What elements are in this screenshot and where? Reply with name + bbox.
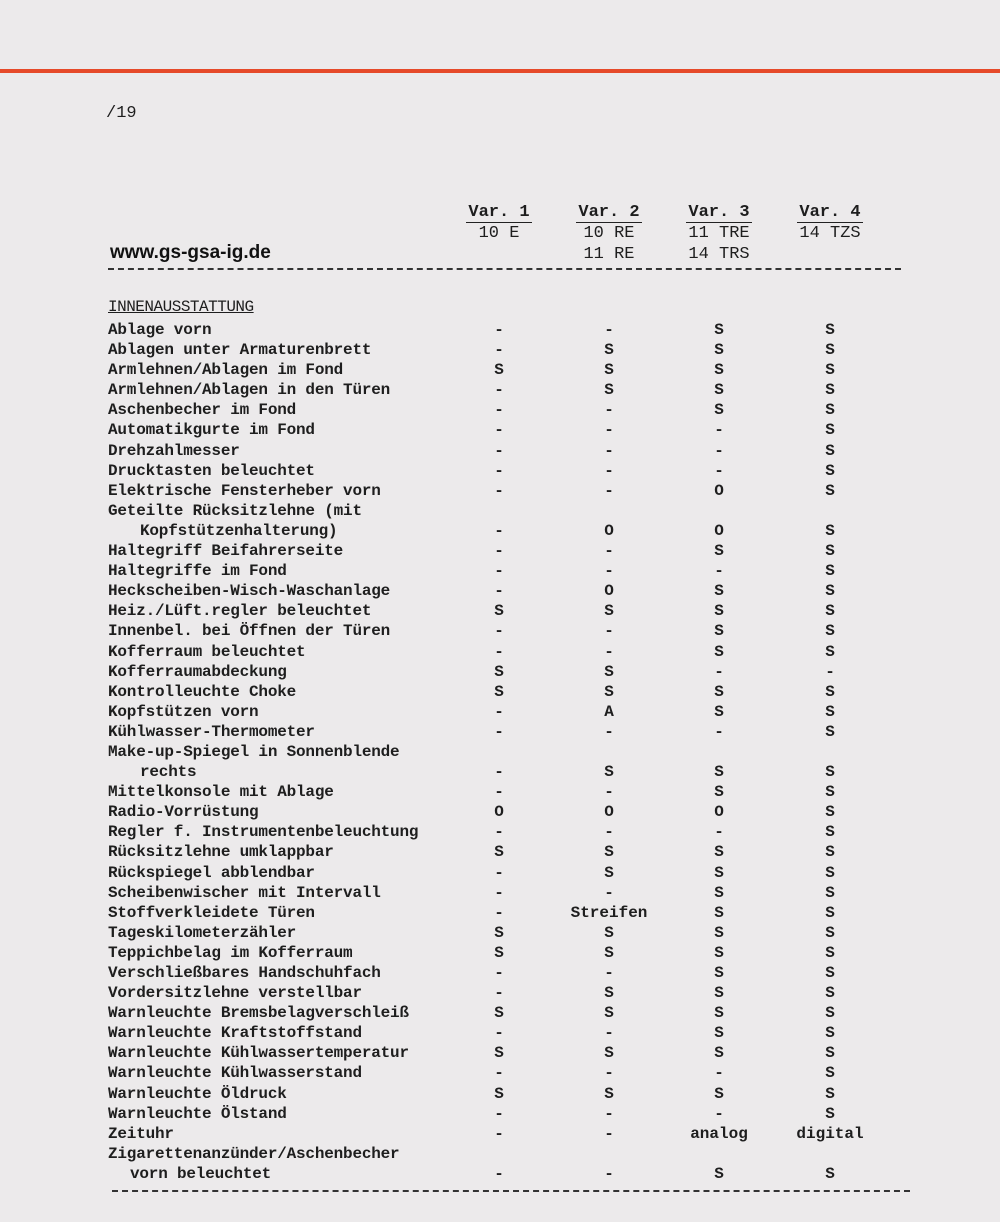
top-red-rule xyxy=(0,69,1000,73)
table-row xyxy=(0,843,1000,863)
table-row xyxy=(0,823,1000,843)
value-cell-var-3: S xyxy=(714,321,724,339)
table-row xyxy=(0,864,1000,884)
value-cell-var-4: S xyxy=(825,441,835,460)
table-row xyxy=(0,421,1000,441)
table-row xyxy=(0,643,1000,663)
feature-label: Ablage vorn xyxy=(108,321,212,339)
value-cell-var-2: S xyxy=(604,682,614,701)
value-cell-var-4: S xyxy=(825,903,835,922)
table-row xyxy=(0,1004,1000,1024)
value-cell-var-2: S xyxy=(604,923,614,942)
variant-label: Var. 1 xyxy=(468,203,530,222)
feature-label: Kontrolleuchte Choke xyxy=(108,682,297,701)
value-cell-var-1: S xyxy=(494,682,504,701)
value-cell-var-4: S xyxy=(825,1164,835,1183)
table-row xyxy=(0,482,1000,502)
value-cell-var-1: S xyxy=(494,662,504,681)
value-cell-var-1: - xyxy=(494,421,504,440)
table-row xyxy=(0,442,1000,462)
variant-label: Var. 3 xyxy=(688,203,750,222)
feature-label: Kopfstützenhalterung) xyxy=(140,521,338,540)
value-cell-var-2: S xyxy=(604,662,614,681)
value-cell-var-4: - xyxy=(825,662,835,681)
value-cell-var-2: - xyxy=(604,1024,614,1043)
value-cell-var-2: - xyxy=(604,1064,614,1083)
value-cell-var-3: S xyxy=(714,361,724,380)
feature-label: Armlehnen/Ablagen in den Türen xyxy=(108,381,391,400)
value-cell-var-1: - xyxy=(494,863,504,882)
value-cell-var-3: S xyxy=(714,923,724,942)
value-cell-var-2: O xyxy=(604,521,614,540)
table-row xyxy=(0,703,1000,723)
value-cell-var-1: - xyxy=(494,461,504,480)
value-cell-var-1: - xyxy=(494,481,504,500)
value-cell-var-2: - xyxy=(604,622,614,641)
feature-label: Vordersitzlehne verstellbar xyxy=(108,984,362,1003)
value-cell-var-2: - xyxy=(604,1104,614,1123)
table-row xyxy=(0,542,1000,562)
feature-label: Elektrische Fensterheber vorn xyxy=(108,481,381,500)
value-cell-var-4: S xyxy=(825,964,835,982)
table-row xyxy=(0,683,1000,703)
value-cell-var-3: analog xyxy=(690,1124,748,1143)
model-code: 10 E xyxy=(478,224,520,243)
value-cell-var-2: S xyxy=(604,361,614,380)
value-cell-var-4: S xyxy=(825,943,835,962)
table-row xyxy=(0,462,1000,482)
value-cell-var-4: S xyxy=(825,582,835,601)
value-cell-var-1: - xyxy=(494,883,504,902)
value-cell-var-3: S xyxy=(714,682,724,701)
website-url: www.gs-gsa-ig.de xyxy=(110,242,271,263)
value-cell-var-2: S xyxy=(604,341,614,360)
value-cell-var-1: - xyxy=(494,903,504,922)
value-cell-var-3: S xyxy=(714,1024,724,1043)
table-row xyxy=(0,944,1000,964)
table-row xyxy=(0,1165,1000,1185)
value-cell-var-3: - xyxy=(714,823,724,842)
feature-label: Rücksitzlehne umklappbar xyxy=(108,843,334,862)
page-number: /19 xyxy=(106,104,137,123)
value-cell-var-3: S xyxy=(714,1084,724,1103)
table-row xyxy=(0,1085,1000,1105)
value-cell-var-2: - xyxy=(604,401,614,420)
table-row xyxy=(0,803,1000,823)
table-row xyxy=(0,1064,1000,1084)
value-cell-var-1: S xyxy=(494,843,504,862)
feature-label: Make-up-Spiegel in Sonnenblende xyxy=(108,742,400,761)
value-cell-var-2: S xyxy=(604,381,614,400)
value-cell-var-2: S xyxy=(604,863,614,882)
table-row xyxy=(0,341,1000,361)
feature-label: Radio-Vorrüstung xyxy=(108,803,259,822)
feature-label: Zeituhr xyxy=(108,1124,174,1143)
value-cell-var-4: S xyxy=(825,1044,835,1063)
feature-label: Aschenbecher im Fond xyxy=(108,401,297,420)
feature-label: Warnleuchte Öldruck xyxy=(108,1084,287,1103)
table-row xyxy=(0,361,1000,381)
model-code: 14 TZS xyxy=(799,224,861,243)
value-cell-var-4: S xyxy=(825,461,835,480)
value-cell-var-4: S xyxy=(825,321,835,339)
table-row xyxy=(0,904,1000,924)
table-row xyxy=(0,763,1000,783)
table-row xyxy=(0,1105,1000,1125)
value-cell-var-3: S xyxy=(714,542,724,561)
section-title: INNENAUSSTATTUNG xyxy=(108,298,254,316)
table-row xyxy=(0,582,1000,602)
value-cell-var-3: - xyxy=(714,461,724,480)
value-cell-var-2: - xyxy=(604,441,614,460)
value-cell-var-4: S xyxy=(825,1104,835,1123)
value-cell-var-4: S xyxy=(825,823,835,842)
table-row xyxy=(0,562,1000,582)
value-cell-var-4: S xyxy=(825,602,835,621)
model-code: 10 RE xyxy=(583,224,635,243)
value-cell-var-2: S xyxy=(604,943,614,962)
table-row xyxy=(0,622,1000,642)
value-cell-var-4: S xyxy=(825,421,835,440)
feature-label: Drucktasten beleuchtet xyxy=(108,461,315,480)
value-cell-var-1: - xyxy=(494,401,504,420)
feature-label: rechts xyxy=(140,763,197,782)
value-cell-var-4: S xyxy=(825,1004,835,1023)
value-cell-var-1: - xyxy=(494,441,504,460)
value-cell-var-3: S xyxy=(714,582,724,601)
value-cell-var-4: S xyxy=(825,521,835,540)
model-code: 11 RE xyxy=(583,245,635,264)
model-code: 14 TRS xyxy=(688,245,750,264)
value-cell-var-2: S xyxy=(604,1044,614,1063)
value-cell-var-1: S xyxy=(494,923,504,942)
feature-label: Scheibenwischer mit Intervall xyxy=(108,883,381,902)
value-cell-var-2: - xyxy=(604,642,614,661)
value-cell-var-4: S xyxy=(825,843,835,862)
feature-label: Warnleuchte Bremsbelagverschleiß xyxy=(108,1004,409,1023)
value-cell-var-2: - xyxy=(604,883,614,902)
value-cell-var-3: S xyxy=(714,1004,724,1023)
table-row xyxy=(0,743,1000,763)
value-cell-var-3: S xyxy=(714,1044,724,1063)
feature-label: Kofferraum beleuchtet xyxy=(108,642,306,661)
feature-label: Innenbel. bei Öffnen der Türen xyxy=(108,622,391,641)
value-cell-var-3: S xyxy=(714,702,724,721)
value-cell-var-2: - xyxy=(604,722,614,741)
value-cell-var-4: S xyxy=(825,783,835,802)
value-cell-var-3: S xyxy=(714,602,724,621)
feature-label: Teppichbelag im Kofferraum xyxy=(108,943,353,962)
value-cell-var-3: S xyxy=(714,1164,724,1183)
value-cell-var-3: - xyxy=(714,662,724,681)
value-cell-var-4: S xyxy=(825,642,835,661)
value-cell-var-3: O xyxy=(714,521,724,540)
table-row xyxy=(0,1044,1000,1064)
value-cell-var-4: S xyxy=(825,883,835,902)
feature-label: Rückspiegel abblendbar xyxy=(108,863,315,882)
value-cell-var-3: - xyxy=(714,421,724,440)
value-cell-var-2: S xyxy=(604,602,614,621)
value-cell-var-3: - xyxy=(714,1104,724,1123)
column-header-var-2 xyxy=(554,202,664,265)
value-cell-var-3: S xyxy=(714,401,724,420)
value-cell-var-3: S xyxy=(714,943,724,962)
value-cell-var-4: S xyxy=(825,803,835,822)
value-cell-var-4: digital xyxy=(796,1124,864,1143)
feature-label: Zigarettenanzünder/Aschenbecher xyxy=(108,1144,400,1163)
feature-label: Heiz./Lüft.regler beleuchtet xyxy=(108,602,372,621)
value-cell-var-2: - xyxy=(604,823,614,842)
variant-label: Var. 2 xyxy=(578,203,640,222)
value-cell-var-1: - xyxy=(494,1064,504,1083)
table-row xyxy=(0,381,1000,401)
model-code: 11 TRE xyxy=(688,224,750,243)
value-cell-var-1: - xyxy=(494,964,504,982)
value-cell-var-3: S xyxy=(714,622,724,641)
equipment-table xyxy=(0,321,1000,1185)
value-cell-var-1: - xyxy=(494,783,504,802)
value-cell-var-1: - xyxy=(494,1024,504,1043)
feature-label: Haltegriff Beifahrerseite xyxy=(108,542,344,561)
table-row xyxy=(0,783,1000,803)
feature-label: Ablagen unter Armaturenbrett xyxy=(108,341,372,360)
value-cell-var-1: S xyxy=(494,1004,504,1023)
value-cell-var-2: Streifen xyxy=(570,903,648,922)
value-cell-var-2: - xyxy=(604,964,614,982)
feature-label: Warnleuchte Kühlwasserstand xyxy=(108,1064,362,1083)
value-cell-var-2: - xyxy=(604,1164,614,1183)
value-cell-var-3: S xyxy=(714,984,724,1003)
table-row xyxy=(0,1145,1000,1165)
value-cell-var-4: S xyxy=(825,1064,835,1083)
value-cell-var-1: - xyxy=(494,642,504,661)
value-cell-var-4: S xyxy=(825,863,835,882)
value-cell-var-3: S xyxy=(714,783,724,802)
feature-label: Geteilte Rücksitzlehne (mit xyxy=(108,501,362,520)
value-cell-var-1: S xyxy=(494,1044,504,1063)
value-cell-var-1: S xyxy=(494,943,504,962)
value-cell-var-1: - xyxy=(494,341,504,360)
value-cell-var-1: - xyxy=(494,321,504,339)
value-cell-var-3: S xyxy=(714,381,724,400)
value-cell-var-4: S xyxy=(825,381,835,400)
value-cell-var-1: - xyxy=(494,381,504,400)
value-cell-var-2: - xyxy=(604,542,614,561)
value-cell-var-1: - xyxy=(494,722,504,741)
value-cell-var-4: S xyxy=(825,481,835,500)
value-cell-var-1: S xyxy=(494,1084,504,1103)
value-cell-var-1: - xyxy=(494,521,504,540)
value-cell-var-1: - xyxy=(494,542,504,561)
value-cell-var-2: O xyxy=(604,803,614,822)
value-cell-var-2: S xyxy=(604,763,614,782)
value-cell-var-1: - xyxy=(494,582,504,601)
value-cell-var-4: S xyxy=(825,562,835,581)
value-cell-var-2: - xyxy=(604,562,614,581)
value-cell-var-1: S xyxy=(494,361,504,380)
feature-label: Tageskilometerzähler xyxy=(108,923,297,942)
table-row xyxy=(0,663,1000,683)
value-cell-var-4: S xyxy=(825,542,835,561)
value-cell-var-2: A xyxy=(604,702,614,721)
value-cell-var-3: S xyxy=(714,863,724,882)
value-cell-var-2: - xyxy=(604,461,614,480)
value-cell-var-4: S xyxy=(825,923,835,942)
value-cell-var-3: - xyxy=(714,722,724,741)
table-row xyxy=(0,984,1000,1004)
table-row xyxy=(0,964,1000,984)
table-row xyxy=(0,924,1000,944)
value-cell-var-4: S xyxy=(825,702,835,721)
header-divider xyxy=(108,268,901,270)
value-cell-var-4: S xyxy=(825,984,835,1003)
value-cell-var-4: S xyxy=(825,1024,835,1043)
table-row xyxy=(0,321,1000,341)
feature-label: Stoffverkleidete Türen xyxy=(108,903,315,922)
value-cell-var-2: S xyxy=(604,843,614,862)
value-cell-var-3: - xyxy=(714,562,724,581)
feature-label: vorn beleuchtet xyxy=(130,1164,272,1183)
feature-label: Mittelkonsole mit Ablage xyxy=(108,783,334,802)
feature-label: Warnleuchte Kühlwassertemperatur xyxy=(108,1044,409,1063)
feature-label: Regler f. Instrumentenbeleuchtung xyxy=(108,823,419,842)
table-row xyxy=(0,884,1000,904)
table-row xyxy=(0,502,1000,522)
table-row xyxy=(0,401,1000,421)
value-cell-var-4: S xyxy=(825,1084,835,1103)
value-cell-var-3: - xyxy=(714,441,724,460)
value-cell-var-1: - xyxy=(494,763,504,782)
feature-label: Kopfstützen vorn xyxy=(108,702,259,721)
value-cell-var-1: - xyxy=(494,984,504,1003)
value-cell-var-2: - xyxy=(604,421,614,440)
table-row xyxy=(0,1125,1000,1145)
value-cell-var-3: S xyxy=(714,903,724,922)
value-cell-var-3: - xyxy=(714,1064,724,1083)
feature-label: Verschließbares Handschuhfach xyxy=(108,964,381,982)
column-header-var-3 xyxy=(664,202,774,265)
feature-label: Heckscheiben-Wisch-Waschanlage xyxy=(108,582,391,601)
value-cell-var-4: S xyxy=(825,722,835,741)
value-cell-var-2: S xyxy=(604,1004,614,1023)
variant-label: Var. 4 xyxy=(799,203,861,222)
value-cell-var-4: S xyxy=(825,361,835,380)
feature-label: Kofferraumabdeckung xyxy=(108,662,287,681)
value-cell-var-1: S xyxy=(494,602,504,621)
value-cell-var-2: - xyxy=(604,1124,614,1143)
value-cell-var-4: S xyxy=(825,622,835,641)
table-row xyxy=(0,1024,1000,1044)
value-cell-var-3: S xyxy=(714,964,724,982)
value-cell-var-2: - xyxy=(604,783,614,802)
value-cell-var-3: S xyxy=(714,763,724,782)
value-cell-var-1: - xyxy=(494,562,504,581)
value-cell-var-1: - xyxy=(494,622,504,641)
value-cell-var-1: - xyxy=(494,823,504,842)
feature-label: Drehzahlmesser xyxy=(108,441,240,460)
feature-label: Automatikgurte im Fond xyxy=(108,421,315,440)
value-cell-var-3: S xyxy=(714,642,724,661)
column-header-var-4 xyxy=(775,202,885,244)
value-cell-var-1: - xyxy=(494,1104,504,1123)
feature-label: Kühlwasser-Thermometer xyxy=(108,722,315,741)
value-cell-var-2: - xyxy=(604,321,614,339)
feature-label: Warnleuchte Kraftstoffstand xyxy=(108,1024,362,1043)
column-header-var-1 xyxy=(444,202,554,244)
value-cell-var-2: S xyxy=(604,1084,614,1103)
value-cell-var-4: S xyxy=(825,401,835,420)
table-row xyxy=(0,602,1000,622)
value-cell-var-2: O xyxy=(604,582,614,601)
value-cell-var-4: S xyxy=(825,763,835,782)
value-cell-var-3: S xyxy=(714,883,724,902)
value-cell-var-3: O xyxy=(714,803,724,822)
value-cell-var-2: - xyxy=(604,481,614,500)
value-cell-var-2: S xyxy=(604,984,614,1003)
feature-label: Warnleuchte Ölstand xyxy=(108,1104,287,1123)
value-cell-var-4: S xyxy=(825,682,835,701)
value-cell-var-3: S xyxy=(714,341,724,360)
footer-divider xyxy=(112,1190,910,1192)
feature-label: Armlehnen/Ablagen im Fond xyxy=(108,361,344,380)
table-row xyxy=(0,522,1000,542)
feature-label: Haltegriffe im Fond xyxy=(108,562,287,581)
value-cell-var-1: O xyxy=(494,803,504,822)
value-cell-var-1: - xyxy=(494,1124,504,1143)
value-cell-var-3: O xyxy=(714,481,724,500)
value-cell-var-3: S xyxy=(714,843,724,862)
value-cell-var-1: - xyxy=(494,702,504,721)
value-cell-var-1: - xyxy=(494,1164,504,1183)
table-row xyxy=(0,723,1000,743)
value-cell-var-4: S xyxy=(825,341,835,360)
